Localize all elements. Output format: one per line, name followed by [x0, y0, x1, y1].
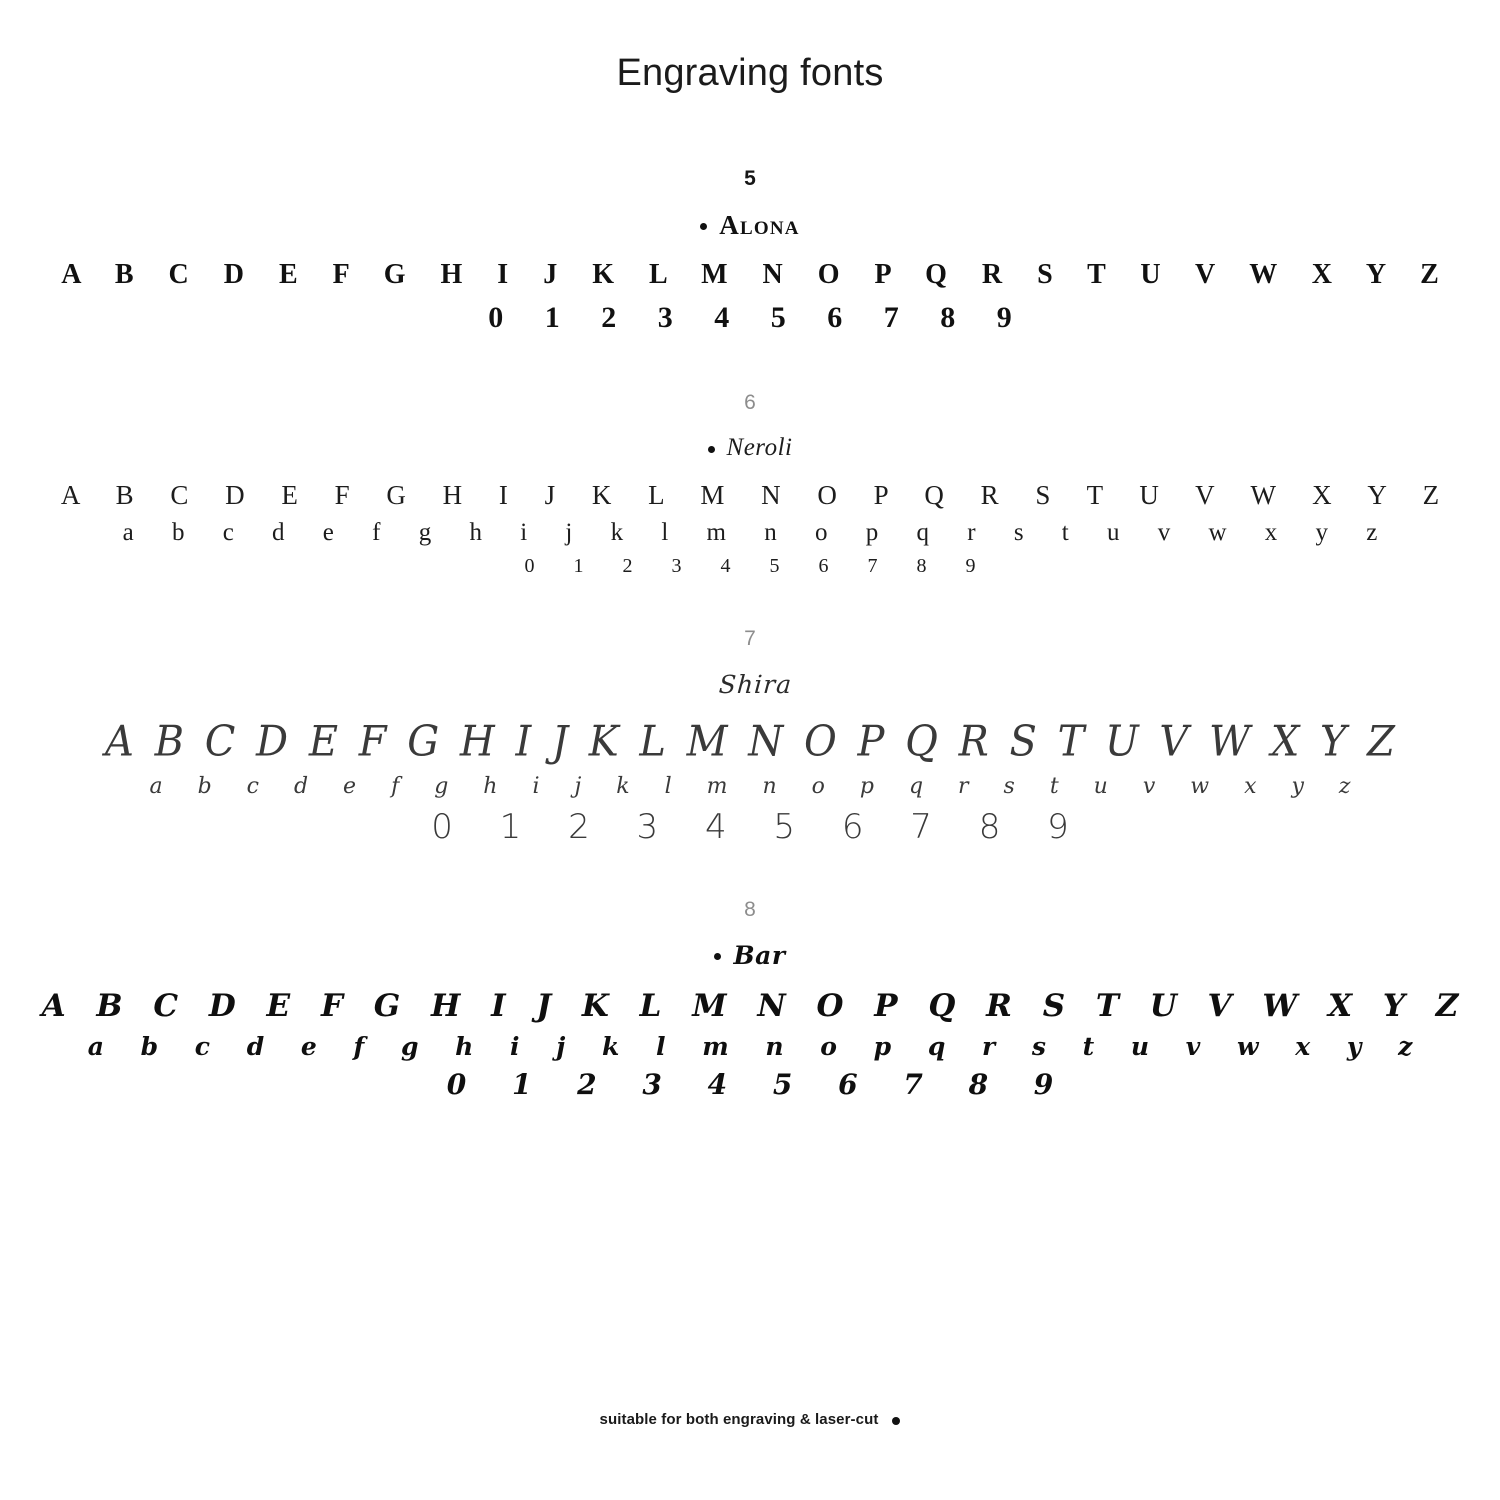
glyph-row-digits: 0 1 2 3 4 5 6 7 8 9: [431, 806, 1087, 847]
specimen-font-name: Neroli: [726, 434, 793, 462]
glyph-row-digits: 0 1 2 3 4 5 6 7 8 9: [488, 300, 1029, 334]
spacer: [0, 587, 1500, 627]
footer-note: [0, 1411, 1500, 1428]
glyph-row-uppercase: A B C D E F G H I J K L M N O P Q R S T U V W X Y Z: [105, 717, 1399, 766]
glyph-row-lowercase: a b c d e f g h i j k l m n o p q r s t u v w x y z: [87, 1031, 1427, 1061]
specimen-number: 5: [744, 167, 756, 190]
specimen-number: 6: [744, 391, 756, 415]
specimen-font-name: Shira: [718, 669, 794, 699]
glyph-row-lowercase: a b c d e f g h i j k l m n o p q r s t u v w x y z: [149, 773, 1365, 799]
glyph-row-uppercase: A B C D E F G H I J K L M N O P Q R S T U V W X Y Z: [61, 259, 1453, 291]
specimen-number: 7: [744, 626, 756, 650]
spacer: [0, 858, 1500, 898]
specimen-font-name: Alona: [719, 210, 800, 241]
footer-text: suitable for both engraving & laser-cut: [599, 1411, 879, 1428]
specimen-number: 8: [744, 897, 756, 921]
font-specimen-bar: [0, 898, 1500, 1106]
specimen-name-row: [0, 670, 1500, 699]
glyph-row-digits: 0 1 2 3 4 5 6 7 8 9: [524, 554, 993, 577]
page-title: Engraving fonts: [616, 52, 884, 94]
glyph-row-uppercase: A B C D E F G H I J K L M N O P Q R S T U V W X Y Z: [60, 480, 1455, 511]
glyph-row-uppercase: A B C D E F G H I J K L M N O P Q R S T U V W X Y Z: [41, 988, 1469, 1025]
specimen-name-row: [0, 941, 1500, 970]
font-specimen-shira: [0, 627, 1500, 852]
glyph-row-digits: 0 1 2 3 4 5 6 7 8 9: [446, 1068, 1072, 1102]
spacer: [0, 345, 1500, 391]
font-specimen-alona: [0, 167, 1500, 339]
specimen-name-row: [0, 434, 1500, 462]
specimen-name-row: [0, 210, 1500, 241]
glyph-row-lowercase: a b c d e f g h i j k l m n o p q r s t u v w x y z: [122, 519, 1394, 547]
bullet-icon: [700, 223, 707, 230]
specimen-list: [0, 167, 1500, 1106]
specimen-font-name: Bar: [733, 941, 786, 971]
bullet-icon: [714, 953, 721, 960]
bullet-icon: [892, 1417, 900, 1425]
font-specimen-neroli: [0, 391, 1500, 580]
bullet-icon: [708, 446, 715, 453]
